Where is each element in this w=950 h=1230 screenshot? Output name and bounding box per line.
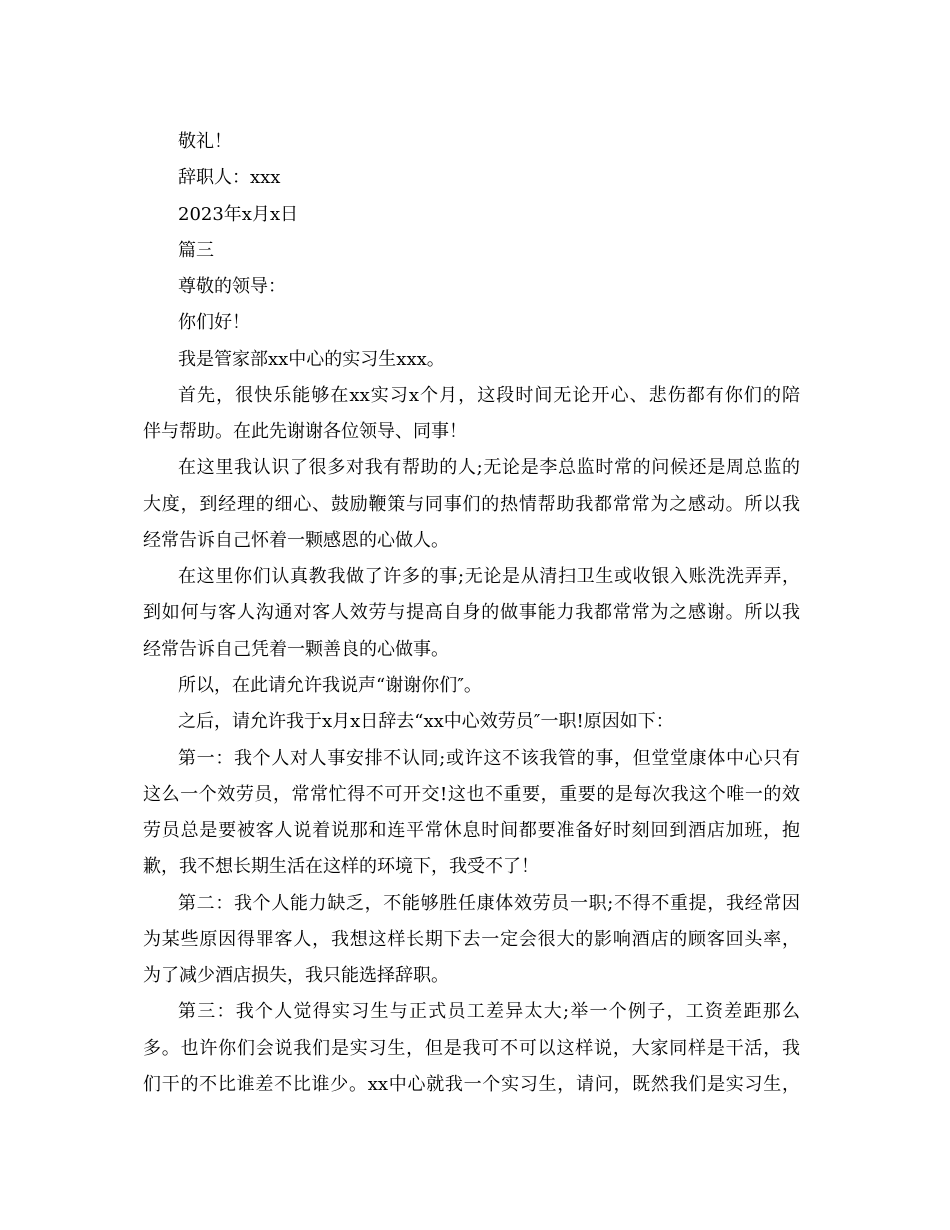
paragraph-introduction [0, 342, 950, 378]
paragraph-signer [0, 160, 950, 196]
paragraph-body [0, 378, 950, 451]
text-line: 歉，我不想长期生活在这样的环境下，我受不了！ [143, 856, 539, 878]
text-line: 劳员总是要被客人说着说那和连平常休息时间都要准备好时刻回到酒店加班，抱 [143, 820, 800, 842]
paragraph-body [0, 450, 950, 559]
text-line: 你们好！ [178, 312, 250, 334]
text-line: 多。也许你们会说我们是实习生，但是我可不可以这样说，大家同样是干活，我 [143, 1037, 800, 1059]
text-line: 2023年x月x日 [178, 203, 299, 225]
paragraph-body [0, 559, 950, 668]
document-page [0, 124, 950, 1103]
text-line: 所以，在此请允许我说声“谢谢你们″。 [178, 674, 482, 696]
text-line: 在这里我认识了很多对我有帮助的人;无论是李总监时常的问候还是周总监的 [178, 457, 800, 479]
text-line: 尊敬的领导： [178, 276, 286, 298]
text-line: 第一：我个人对人事安排不认同;或许这不该我管的事，但堂堂康体中心只有 [178, 747, 800, 769]
text-line: 到如何与客人沟通对客人效劳与提高自身的做事能力我都常常为之感谢。所以我 [143, 602, 800, 624]
paragraph-reason-two [0, 886, 950, 995]
text-line: 第二：我个人能力缺乏，不能够胜任康体效劳员一职;不得不重提，我经常因 [178, 892, 800, 914]
text-line: 伴与帮助。在此先谢谢各位领导、同事！ [143, 421, 467, 443]
text-line: 为某些原因得罪客人，我想这样长期下去一定会很大的影响酒店的顾客回头率， [143, 928, 800, 950]
text-line: 经常告诉自己凭着一颗善良的心做事。 [143, 638, 449, 660]
text-line: 篇三 [178, 239, 214, 261]
text-line: 第三：我个人觉得实习生与正式员工差异太大;举一个例子，工资差距那么 [178, 1001, 800, 1023]
text-line: 敬礼！ [178, 131, 232, 152]
text-line: 在这里你们认真教我做了许多的事;无论是从清扫卫生或收银入账洗洗弄弄， [178, 566, 800, 588]
section-heading [0, 233, 950, 269]
text-line: 们干的不比谁差不比谁少。xx中心就我一个实习生，请问，既然我们是实习生， [143, 1073, 800, 1095]
paragraph-body [0, 704, 950, 740]
paragraph-salutation [0, 269, 950, 305]
text-line: 大度，到经理的细心、鼓励鞭策与同事们的热情帮助我都常常为之感动。所以我 [143, 493, 800, 515]
paragraph-greeting [0, 305, 950, 341]
text-line: 之后，请允许我于x月x日辞去“xx中心效劳员″一职!原因如下： [178, 711, 674, 733]
text-line: 经常告诉自己怀着一颗感恩的心做人。 [143, 529, 449, 551]
text-line: 这么一个效劳员，常常忙得不可开交!这也不重要，重要的是每次我这个唯一的效 [143, 783, 800, 805]
paragraph-body [0, 668, 950, 704]
paragraph-date [0, 197, 950, 233]
text-line: 首先，很快乐能够在xx实习x个月，这段时间无论开心、悲伤都有你们的陪 [178, 384, 800, 406]
text-line: 辞职人：xxx [178, 167, 281, 189]
paragraph-reason-three [0, 994, 950, 1103]
paragraph-reason-one [0, 741, 950, 886]
paragraph-closing-salute [0, 124, 950, 160]
text-line: 为了减少酒店损失，我只能选择辞职。 [143, 965, 449, 987]
text-line: 我是管家部xx中心的实习生xxx。 [178, 348, 445, 370]
